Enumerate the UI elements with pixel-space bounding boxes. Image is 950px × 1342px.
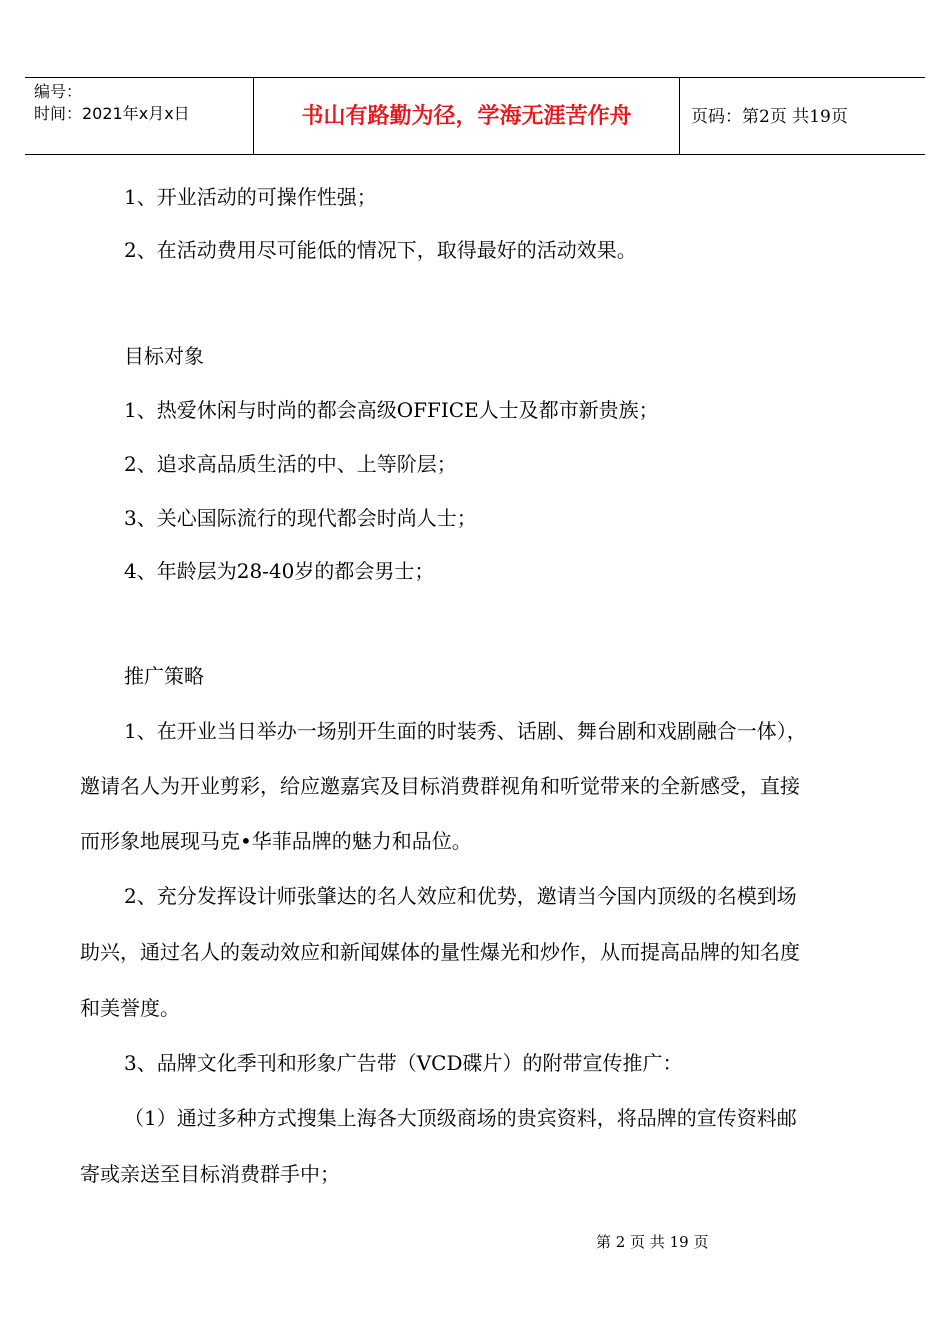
section-heading-target-audience: 目标对象 (124, 344, 204, 368)
body-line-13: 助兴，通过名人的轰动效应和新闻媒体的量性爆光和炒作，从而提高品牌的知名度 (80, 940, 800, 964)
body-line-4: 1、热爱休闲与时尚的都会高级OFFICE人士及都市新贵族； (124, 398, 659, 422)
footer-page-number: 第 2 页 共 19 页 (596, 1233, 709, 1251)
body-line-11: 而形象地展现马克•华菲品牌的魅力和品位。 (80, 829, 472, 853)
body-line-12: 2、充分发挥设计师张肇达的名人效应和优势，邀请当今国内顶级的名模到场 (124, 884, 797, 908)
body-line-2: 2、在活动费用尽可能低的情况下，取得最好的活动效果。 (124, 238, 637, 262)
document-number-label: 编号： (34, 82, 83, 101)
body-line-14: 和美誉度。 (80, 996, 180, 1020)
body-line-6: 3、关心国际流行的现代都会时尚人士； (124, 506, 477, 530)
body-line-7: 4、年龄层为28-40岁的都会男士； (124, 559, 435, 583)
body-line-17: 寄或亲送至目标消费群手中； (80, 1162, 340, 1186)
body-line-10: 邀请名人为开业剪彩，给应邀嘉宾及目标消费群视角和听觉带来的全新感受，直接 (80, 774, 800, 798)
body-line-5: 2、追求高品质生活的中、上等阶层； (124, 452, 457, 476)
body-line-16: （1）通过多种方式搜集上海各大顶级商场的贵宾资料，将品牌的宣传资料邮 (124, 1106, 797, 1130)
header-motto: 书山有路勤为径，学海无涯苦作舟 (254, 78, 680, 154)
document-time-label: 时间：2021年x月x日 (34, 104, 190, 123)
header-meta-cell (25, 78, 254, 154)
body-line-9: 1、在开业当日举办一场别开生面的时装秀、话剧、舞台剧和戏剧融合一体）， (124, 719, 807, 743)
header-page-label: 页码：第2页 共19页 (691, 107, 848, 127)
section-heading-promotion-strategy: 推广策略 (124, 664, 204, 688)
body-line-15: 3、品牌文化季刊和形象广告带（VCD碟片）的附带宣传推广： (124, 1051, 683, 1075)
body-line-1: 1、开业活动的可操作性强； (124, 185, 377, 209)
document-header (25, 77, 925, 155)
